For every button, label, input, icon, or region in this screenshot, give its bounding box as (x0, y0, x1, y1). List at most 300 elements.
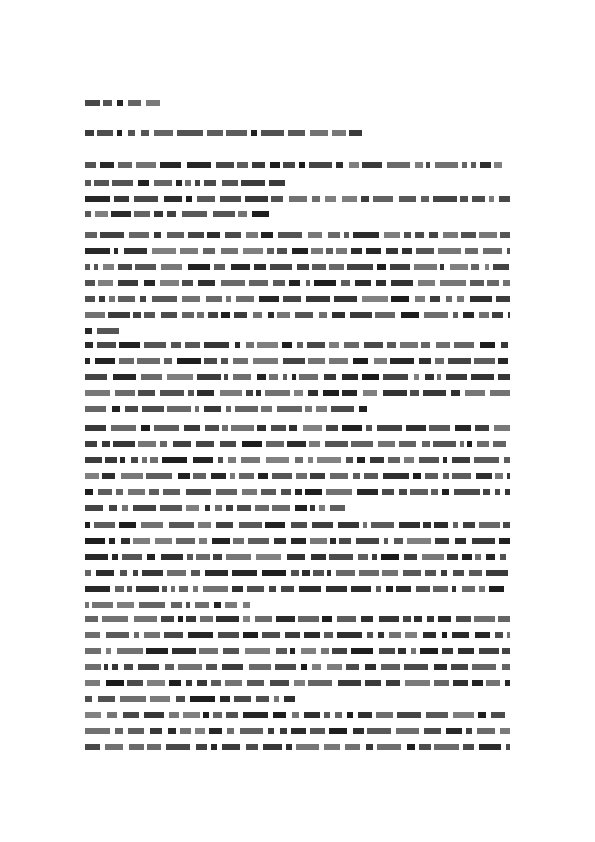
word-mark (494, 425, 510, 431)
word-mark (386, 680, 400, 686)
word-mark (118, 264, 132, 270)
word-mark (98, 489, 112, 495)
word-mark (138, 390, 155, 396)
word-mark (450, 264, 468, 270)
word-mark (299, 374, 318, 380)
word-mark (337, 616, 356, 622)
word-mark (491, 712, 505, 718)
word-mark (150, 728, 162, 734)
word-mark (508, 312, 510, 318)
word-mark (505, 489, 510, 495)
word-mark (160, 390, 184, 396)
word-mark (374, 358, 387, 364)
word-mark (220, 390, 242, 396)
word-mark (162, 457, 187, 463)
word-mark (424, 312, 448, 318)
word-mark (346, 457, 353, 463)
word-mark (85, 211, 91, 217)
word-mark (294, 390, 303, 396)
word-mark (339, 538, 351, 544)
word-mark (434, 664, 447, 670)
word-mark (442, 648, 453, 654)
word-mark (426, 162, 430, 168)
word-mark (355, 280, 371, 286)
word-mark (131, 457, 138, 463)
word-mark (177, 130, 203, 136)
word-mark (85, 712, 101, 718)
text-line-34 (85, 664, 510, 671)
word-mark (182, 296, 200, 302)
word-mark (434, 522, 448, 528)
word-mark (85, 406, 106, 412)
word-mark (353, 358, 368, 364)
word-mark (154, 180, 172, 186)
word-mark (155, 538, 172, 544)
word-mark (289, 280, 300, 286)
word-mark (273, 280, 285, 286)
word-mark (115, 728, 123, 734)
word-mark (172, 648, 196, 654)
word-mark (353, 473, 360, 479)
word-mark (265, 390, 290, 396)
word-mark (176, 538, 195, 544)
word-mark (235, 342, 240, 348)
word-mark (356, 538, 379, 544)
word-mark (97, 328, 119, 334)
word-mark (453, 522, 458, 528)
word-mark (231, 264, 250, 270)
word-mark (438, 248, 461, 254)
word-mark (453, 570, 464, 576)
word-mark (259, 296, 279, 302)
word-mark (243, 616, 250, 622)
word-mark (251, 130, 257, 136)
word-mark (493, 441, 506, 447)
word-mark (295, 457, 303, 463)
word-mark (472, 538, 495, 544)
word-mark (326, 248, 333, 254)
text-line-37 (85, 712, 510, 719)
word-mark (415, 162, 423, 168)
word-mark (350, 312, 372, 318)
word-mark (479, 648, 499, 654)
word-mark (141, 522, 163, 528)
text-line-9 (85, 264, 510, 271)
word-mark (500, 554, 506, 560)
word-mark (207, 130, 223, 136)
word-mark (291, 522, 307, 528)
word-mark (185, 180, 191, 186)
word-mark (307, 342, 325, 348)
word-mark (489, 586, 504, 592)
word-mark (347, 712, 353, 718)
word-mark (424, 728, 441, 734)
word-mark (203, 248, 215, 254)
word-mark (363, 390, 377, 396)
word-mark (177, 358, 201, 364)
word-mark (154, 130, 173, 136)
word-mark (207, 232, 220, 238)
word-mark (331, 406, 354, 412)
word-mark (442, 632, 447, 638)
word-mark (463, 522, 475, 528)
word-mark (195, 180, 200, 186)
word-mark (113, 441, 135, 447)
word-mark (165, 664, 174, 670)
word-mark (85, 457, 102, 463)
word-mark (486, 680, 500, 686)
word-mark (227, 728, 234, 734)
word-mark (414, 264, 437, 270)
word-mark (85, 648, 101, 654)
word-mark (308, 457, 313, 463)
word-mark (486, 554, 495, 560)
word-mark (465, 390, 485, 396)
word-mark (410, 390, 419, 396)
word-mark (472, 680, 483, 686)
word-mark (186, 680, 192, 686)
word-mark (422, 441, 430, 447)
word-mark (291, 570, 299, 576)
word-mark (384, 232, 400, 238)
word-mark (469, 570, 482, 576)
word-mark (105, 744, 123, 750)
word-mark (411, 648, 416, 654)
word-mark (205, 425, 219, 431)
text-line-33 (85, 648, 510, 655)
word-mark (269, 180, 285, 186)
word-mark (308, 232, 322, 238)
word-mark (452, 457, 470, 463)
word-mark (429, 425, 450, 431)
word-mark (351, 586, 371, 592)
word-mark (216, 522, 233, 528)
word-mark (255, 505, 269, 511)
word-mark (462, 162, 467, 168)
word-mark (193, 457, 213, 463)
word-mark (270, 680, 289, 686)
document-header-text (0, 0, 1, 1)
word-mark (266, 457, 289, 463)
word-mark (281, 586, 294, 592)
word-mark (216, 616, 239, 622)
word-mark (243, 632, 258, 638)
word-mark (499, 196, 510, 202)
word-mark (147, 680, 165, 686)
word-mark (327, 570, 331, 576)
word-mark (85, 390, 110, 396)
word-mark (379, 648, 395, 654)
word-mark (425, 473, 438, 479)
word-mark (204, 358, 217, 364)
word-mark (396, 586, 411, 592)
word-mark (308, 358, 325, 364)
word-mark (85, 312, 105, 318)
word-mark (382, 489, 394, 495)
word-mark (379, 616, 399, 622)
word-mark (118, 162, 132, 168)
word-mark (224, 374, 228, 380)
text-line-12 (85, 312, 510, 319)
word-mark (310, 728, 325, 734)
word-mark (216, 162, 234, 168)
word-mark (213, 554, 222, 560)
word-mark (134, 632, 139, 638)
word-mark (274, 696, 279, 702)
word-mark (198, 280, 215, 286)
word-mark (263, 744, 282, 750)
word-mark (186, 489, 211, 495)
word-mark (336, 570, 355, 576)
word-mark (120, 696, 146, 702)
word-mark (366, 744, 373, 750)
word-mark (102, 473, 115, 479)
word-mark (266, 441, 284, 447)
word-mark (447, 554, 458, 560)
word-mark (399, 522, 420, 528)
word-mark (167, 406, 191, 412)
word-mark (474, 358, 495, 364)
word-mark (364, 473, 378, 479)
word-mark (168, 728, 176, 734)
word-mark (269, 374, 278, 380)
word-mark (133, 570, 138, 576)
word-mark (302, 570, 310, 576)
word-mark (246, 744, 258, 750)
text-line-31 (85, 616, 510, 623)
word-mark (160, 441, 167, 447)
word-mark (99, 296, 105, 302)
word-mark (123, 712, 139, 718)
word-mark (336, 162, 343, 168)
word-mark (161, 312, 177, 318)
word-mark (310, 505, 315, 511)
word-mark (319, 505, 325, 511)
word-mark (120, 457, 125, 463)
word-mark (246, 232, 258, 238)
word-mark (121, 538, 130, 544)
word-mark (457, 296, 464, 302)
word-mark (446, 296, 452, 302)
word-mark (85, 554, 108, 560)
word-mark (199, 538, 207, 544)
word-mark (205, 505, 210, 511)
word-mark (213, 712, 222, 718)
word-mark (399, 489, 407, 495)
word-mark (167, 232, 184, 238)
word-mark (180, 728, 191, 734)
word-mark (311, 248, 323, 254)
word-mark (440, 280, 466, 286)
word-mark (247, 680, 264, 686)
word-mark (499, 538, 510, 544)
word-mark (337, 632, 362, 638)
word-mark (426, 712, 448, 718)
word-mark (134, 211, 150, 217)
word-mark (141, 425, 150, 431)
word-mark (221, 248, 238, 254)
word-mark (221, 358, 228, 364)
word-mark (466, 728, 472, 734)
word-mark (114, 196, 129, 202)
word-mark (197, 196, 215, 202)
word-mark (106, 632, 129, 638)
word-mark (98, 280, 113, 286)
word-mark (256, 554, 281, 560)
word-mark (465, 248, 478, 254)
word-mark (213, 211, 235, 217)
text-line-15 (85, 358, 510, 365)
word-mark (160, 162, 181, 168)
word-mark (94, 180, 109, 186)
word-mark (377, 425, 402, 431)
word-mark (276, 616, 295, 622)
word-mark (446, 728, 462, 734)
word-mark (489, 196, 494, 202)
word-mark (183, 712, 200, 718)
word-mark (185, 342, 200, 348)
word-mark (456, 616, 471, 622)
word-mark (233, 538, 244, 544)
word-mark (164, 358, 172, 364)
word-mark (186, 505, 199, 511)
word-mark (324, 744, 340, 750)
word-mark (296, 473, 307, 479)
word-mark (357, 457, 365, 463)
word-mark (248, 538, 269, 544)
word-mark (203, 712, 209, 718)
word-mark (154, 211, 163, 217)
word-mark (161, 264, 182, 270)
word-mark (136, 586, 159, 592)
word-mark (85, 728, 110, 734)
word-mark (182, 312, 194, 318)
word-mark (403, 616, 411, 622)
word-mark (387, 162, 410, 168)
text-line-1 (85, 100, 160, 107)
word-mark (195, 728, 205, 734)
word-mark (502, 648, 510, 654)
word-mark (346, 664, 359, 670)
word-mark (370, 457, 384, 463)
word-mark (498, 374, 510, 380)
word-mark (288, 130, 305, 136)
word-mark (97, 130, 113, 136)
word-mark (299, 162, 305, 168)
word-mark (342, 390, 357, 396)
word-mark (160, 505, 182, 511)
word-mark (113, 374, 136, 380)
word-mark (295, 312, 313, 318)
text-line-21 (85, 457, 510, 464)
word-mark (117, 648, 143, 654)
word-mark (433, 196, 457, 202)
word-mark (319, 312, 327, 318)
word-mark (85, 100, 100, 106)
word-mark (215, 505, 222, 511)
word-mark (127, 680, 143, 686)
text-line-18 (85, 406, 370, 413)
word-mark (222, 744, 240, 750)
word-mark (231, 425, 254, 431)
word-mark (163, 489, 180, 495)
word-mark (353, 232, 379, 238)
word-mark (400, 342, 418, 348)
word-mark (124, 664, 133, 670)
word-mark (85, 522, 90, 528)
word-mark (144, 712, 164, 718)
word-mark (357, 489, 378, 495)
word-mark (147, 744, 161, 750)
word-mark (324, 632, 333, 638)
word-mark (440, 264, 444, 270)
word-mark (269, 586, 276, 592)
word-mark (193, 473, 206, 479)
word-mark (255, 616, 272, 622)
text-line-27 (85, 554, 510, 561)
word-mark (443, 232, 458, 238)
word-mark (162, 586, 167, 592)
word-mark (242, 489, 257, 495)
word-mark (178, 664, 202, 670)
word-mark (129, 232, 149, 238)
word-mark (463, 312, 474, 318)
word-mark (462, 554, 472, 560)
word-mark (144, 342, 166, 348)
text-line-32 (85, 632, 510, 639)
word-mark (363, 522, 367, 528)
word-mark (85, 586, 110, 592)
text-line-2 (85, 130, 368, 137)
word-mark (351, 648, 373, 654)
text-line-39 (85, 744, 510, 751)
word-mark (420, 648, 438, 654)
word-mark (245, 648, 270, 654)
word-mark (451, 664, 468, 670)
word-mark (419, 744, 431, 750)
word-mark (152, 296, 177, 302)
word-mark (332, 130, 346, 136)
word-mark (195, 406, 199, 412)
word-mark (103, 100, 112, 106)
word-mark (321, 648, 329, 654)
word-mark (167, 570, 186, 576)
word-mark (262, 570, 286, 576)
word-mark (105, 457, 117, 463)
word-mark (338, 522, 359, 528)
word-mark (475, 632, 490, 638)
text-line-19 (85, 425, 510, 432)
word-mark (430, 296, 440, 302)
word-mark (150, 457, 158, 463)
word-mark (299, 586, 321, 592)
word-mark (226, 406, 231, 412)
word-mark (265, 522, 285, 528)
word-mark (332, 312, 345, 318)
word-mark (218, 457, 223, 463)
word-mark (504, 457, 510, 463)
word-mark (349, 130, 362, 136)
word-mark (196, 441, 214, 447)
word-mark (382, 570, 398, 576)
word-mark (403, 570, 421, 576)
word-mark (235, 406, 258, 412)
text-line-25 (85, 522, 510, 529)
word-mark (418, 280, 435, 286)
word-mark (124, 248, 147, 254)
word-mark (198, 522, 211, 528)
word-mark (144, 632, 160, 638)
